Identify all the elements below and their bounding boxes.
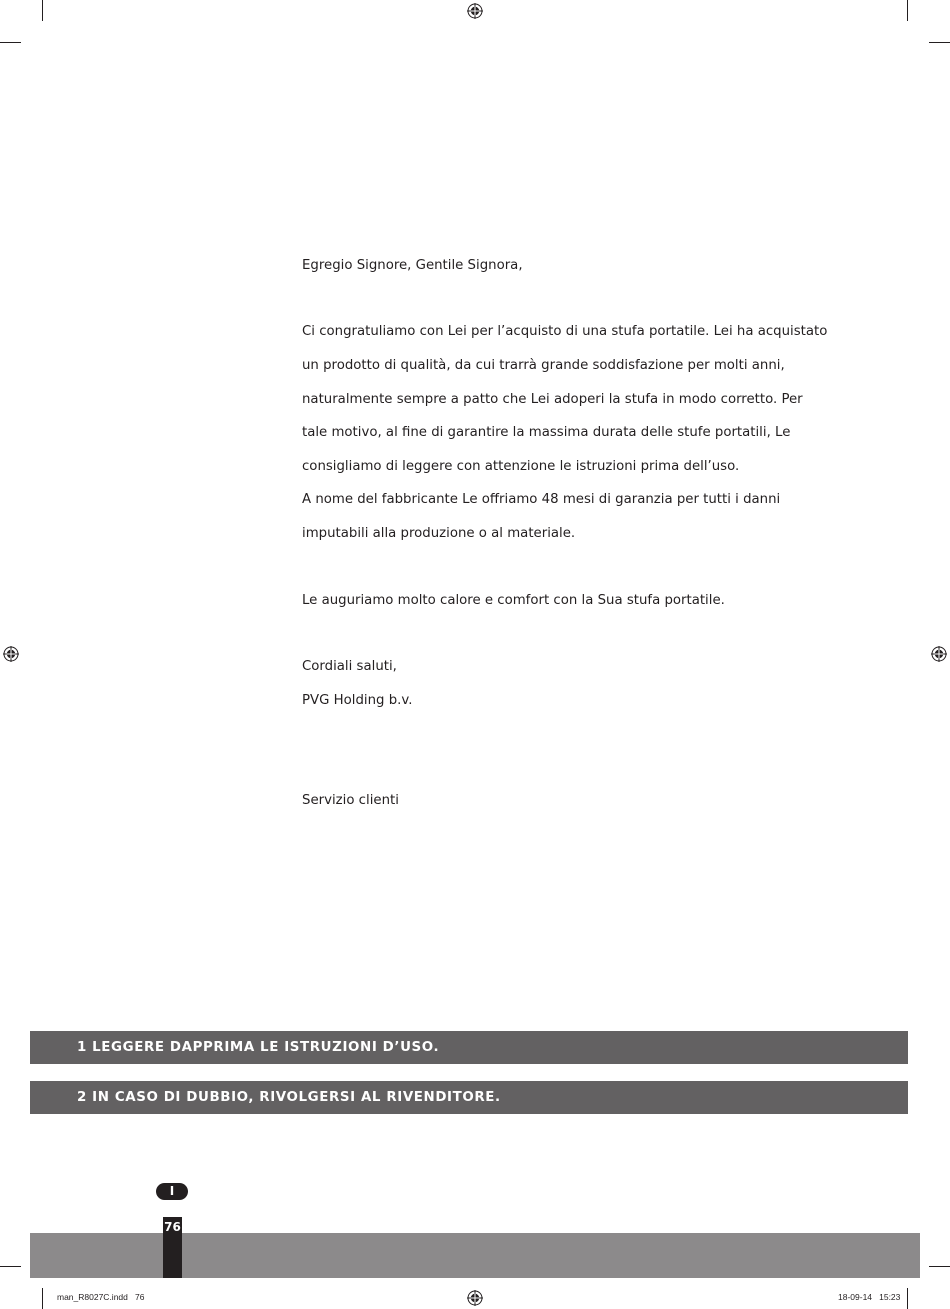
crop-mark	[907, 1288, 908, 1309]
crop-mark	[929, 1266, 950, 1267]
crop-mark	[0, 1266, 21, 1267]
crop-mark	[42, 0, 43, 21]
registration-mark-icon	[3, 646, 19, 662]
crop-mark	[42, 1288, 43, 1309]
instruction-banner-2: 2 IN CASO DI DUBBIO, RIVOLGERSI AL RIVENDITORE.	[30, 1081, 908, 1114]
crop-mark	[0, 42, 21, 43]
letter-body-line: un prodotto di qualità, da cui trarrà grande soddisfazione per molti anni,	[302, 358, 785, 373]
letter-body-line: consigliamo di leggere con attenzione le istruzioni prima dell’uso.	[302, 459, 740, 474]
letter-company: PVG Holding b.v.	[302, 693, 413, 708]
letter-salutation: Egregio Signore, Gentile Signora,	[302, 258, 523, 273]
instruction-banner-1: 1 LEGGERE DAPPRIMA LE ISTRUZIONI D’USO.	[30, 1031, 908, 1064]
letter-body-line: imputabili alla produzione o al materiale.	[302, 526, 576, 541]
language-badge: I	[156, 1183, 188, 1200]
letter-department: Servizio clienti	[302, 793, 399, 808]
letter-closing: Cordiali saluti,	[302, 659, 397, 674]
letter-body-line: tale motivo, al fine di garantire la massima durata delle stufe portatili, Le	[302, 425, 791, 440]
crop-mark	[929, 42, 950, 43]
crop-mark	[907, 0, 908, 21]
registration-mark-icon	[931, 646, 947, 662]
registration-mark-icon	[467, 1290, 483, 1306]
letter-body-line: A nome del fabbricante Le offriamo 48 mesi di garanzia per tutti i danni	[302, 492, 781, 507]
page-number: 76	[163, 1217, 182, 1278]
letter-body-line: naturalmente sempre a patto che Lei adoperi la stufa in modo corretto. Per	[302, 392, 803, 407]
registration-mark-icon	[467, 3, 483, 19]
letter-body-line: Ci congratuliamo con Lei per l’acquisto di una stufa portatile. Lei ha acquistato	[302, 324, 828, 339]
slug-date-info: 18-09-14 15:23	[838, 1292, 901, 1302]
slug-file-info: man_R8027C.indd 76	[57, 1292, 145, 1302]
letter-wish: Le auguriamo molto calore e comfort con la Sua stufa portatile.	[302, 593, 725, 608]
